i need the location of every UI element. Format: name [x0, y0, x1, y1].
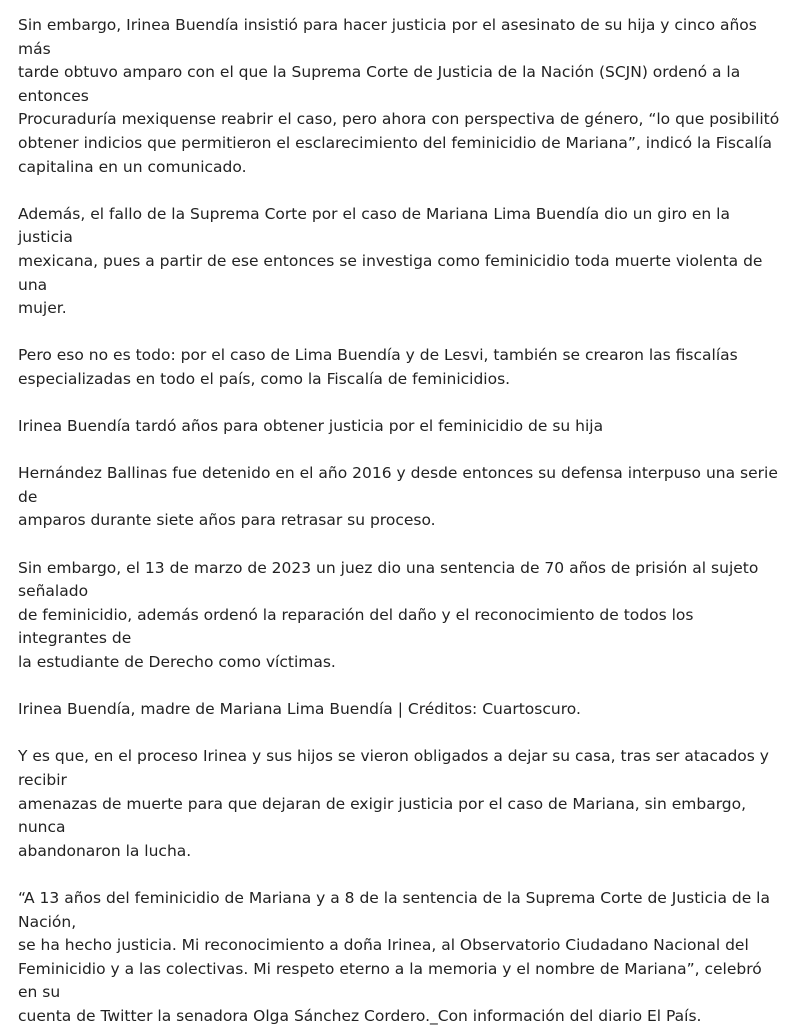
paragraph-fallo-suprema-corte: Además, el fallo de la Suprema Corte por el caso de Mariana Lima Buendía dio un giro en la justicia mexicana, pues a partir de ese entonces se investiga como feminicidio toda muerte violenta de una mujer. — [18, 204, 763, 318]
paragraph-amenazas: Y es que, en el proceso Irinea y sus hijos se vieron obligados a dejar su casa, tras ser atacados y recibir amenazas de muerte para que dejaran de exigir justicia por el caso de Mariana, sin embargo, nunca abandonaron la lucha. — [18, 747, 769, 860]
image-caption: Irinea Buendía, madre de Mariana Lima Buendía | Créditos: Cuartoscuro. — [18, 700, 581, 719]
paragraph-fiscalias-especializadas: Pero eso no es todo: por el caso de Lima Buendía y de Lesvi, también se crearon las fiscalías especializadas en todo el país, como la Fiscalía de feminicidios. — [18, 346, 738, 388]
paragraph-subheading-justicia: Irinea Buendía tardó años para obtener justicia por el feminicidio de su hija — [18, 417, 604, 436]
paragraph-sentencia: Sin embargo, el 13 de marzo de 2023 un juez dio una sentencia de 70 años de prisión al sujeto señalado de feminicidio, además ordenó la reparación del daño y el reconocimiento de todos los integrantes de la estudiante de Derecho como víctimas. — [18, 558, 759, 672]
paragraph-amparo-scjn: Sin embargo, Irinea Buendía insistió para hacer justicia por el asesinato de su hija y cinco años más tarde obtuvo amparo con el que la Suprema Corte de Justicia de la Nación (SCJN) ordenó a la entonces Procuraduría mexiquense reabrir el caso, pero ahora con perspectiva de género, “lo que posibilitó obtener indicios que permitieron el esclarecimiento del feminicidio de Mariana”, indicó la Fiscalía capitalina en un comunicado. — [18, 16, 780, 176]
paragraph-cita-senadora: “A 13 años del feminicidio de Mariana y a 8 de la sentencia de la Suprema Corte de Justicia de la Nación, se ha hecho justicia. Mi reconocimiento a doña Irinea, al Observatorio Ciudadano Nacional del Feminicidio y a las colectivas. Mi respeto eterno a la memoria y el nombre de Mariana”, celebró en su cuenta de Twitter la senadora Olga Sánchez Cordero._Con información del diario El País. — [18, 888, 770, 1025]
article-body — [18, 14, 784, 1029]
paragraph-detencion: Hernández Ballinas fue detenido en el año 2016 y desde entonces su defensa interpuso una serie de amparos durante siete años para retrasar su proceso. — [18, 464, 778, 530]
